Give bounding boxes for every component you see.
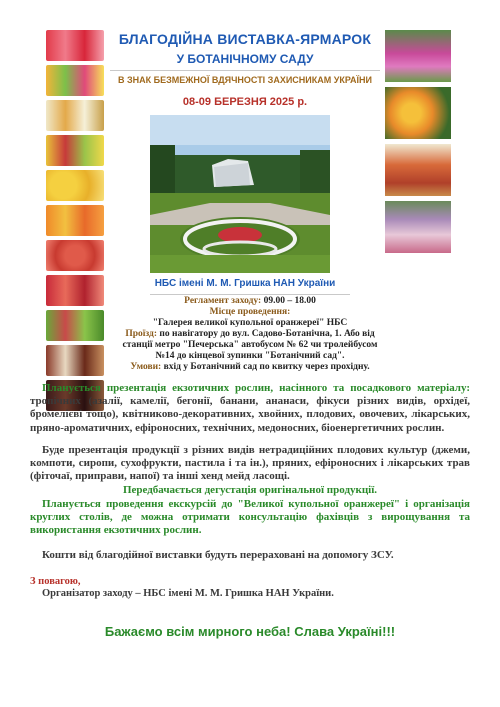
schedule-label: Регламент заходу: xyxy=(184,296,262,306)
photo-colorful-flowers xyxy=(46,65,104,96)
dedication-line: В ЗНАК БЕЗМЕЖНОЇ ВДЯЧНОСТІ ЗАХИСНИКАМ УКРАЇНИ xyxy=(117,75,373,85)
photo-caption: НБС імені М. М. Гришка НАН України xyxy=(154,278,336,289)
schedule-row xyxy=(60,296,440,307)
venue-label: Місце проведення: xyxy=(209,307,291,317)
caption-divider xyxy=(150,294,350,295)
photo-bee-flowers xyxy=(46,100,104,131)
event-dates: 08-09 БЕРЕЗНЯ 2025 р. xyxy=(182,96,308,108)
right-photo-column xyxy=(385,30,451,258)
regards: З повагою, xyxy=(30,576,81,587)
photo-citrus xyxy=(46,205,104,236)
photo-orange-flowers xyxy=(385,87,451,139)
photo-ornamental-grass xyxy=(385,144,451,196)
conditions-text: вхід у Ботанічний сад по квитку через прохідну. xyxy=(163,362,370,372)
paragraph-products: Буде презентація продукції з різних видів нетрадиційних плодових культур (джеми, компоти, сиропи, сухофрукти, пастила і та ін.), пряних, ефіроносних і лікарських трав (фіточаї, приправи, напої) та інші хенд мейд ласощі. xyxy=(30,444,470,483)
event-info xyxy=(60,296,440,373)
photo-red-fruit xyxy=(46,240,104,271)
photo-pink-flower-garden xyxy=(385,30,451,82)
organizer: Організатор заходу – НБС імені М. М. Гришка НАН України. xyxy=(42,588,334,599)
paragraph-excursions: Планується проведення екскурсій до "Великої купольної оранжереї" і організація круглих столів, де можна отримати консультацію фахівців з вирощування та використання екзотичних рослин. xyxy=(30,498,470,537)
header-divider xyxy=(110,70,380,71)
botanical-garden-photo xyxy=(150,115,330,273)
event-subtitle: У БОТАНІЧНОМУ САДУ xyxy=(176,52,314,66)
route-line-2: станції метро "Печерська" автобусом № 62 чи тролейбусом xyxy=(122,340,378,350)
venue-text: "Галерея великої купольної оранжереї" НБС xyxy=(152,318,348,328)
schedule-time: 09.00 – 18.00 xyxy=(263,296,316,306)
photo-mixed-fruit xyxy=(46,135,104,166)
paragraph-donation: Кошти від благодійної виставки будуть перераховані на допомогу ЗСУ. xyxy=(42,549,394,561)
photo-yellow-fruit xyxy=(46,170,104,201)
paragraph-presentation xyxy=(30,382,470,435)
event-title: БЛАГОДІЙНА ВИСТАВКА-ЯРМАРОК xyxy=(118,31,372,47)
closing-wish: Бажаємо всім мирного неба! Слава Україні!!! xyxy=(104,624,396,639)
route-label: Проїзд: xyxy=(125,329,157,339)
presentation-intro: Планується презентація екзотичних рослин, насінного та посадкового матеріалу: xyxy=(42,382,470,394)
photo-red-flowers xyxy=(46,30,104,61)
conditions-label: Умови: xyxy=(130,362,162,372)
route-line-1: по навігатору до вул. Садово-Ботанічна, 1. Або від xyxy=(159,329,375,339)
route-line-3: №14 до кінцевої зупинки "Ботанічний сад". xyxy=(155,351,345,361)
paragraph-tasting: Передбачається дегустація оригінальної продукції. xyxy=(122,484,378,496)
photo-flower-field xyxy=(385,201,451,253)
presentation-list: тропічних (азалії, камелії, бегонії, банани, ананаси, фікуси різних видів, орхідеї, бромелієві тощо), квітниково-декоративних, хвойних, плодових, овочевих, лікарських, пряно-ароматичних, ефіроносних, технічних, медоносних, біоенергетичних рослин. xyxy=(30,395,470,434)
